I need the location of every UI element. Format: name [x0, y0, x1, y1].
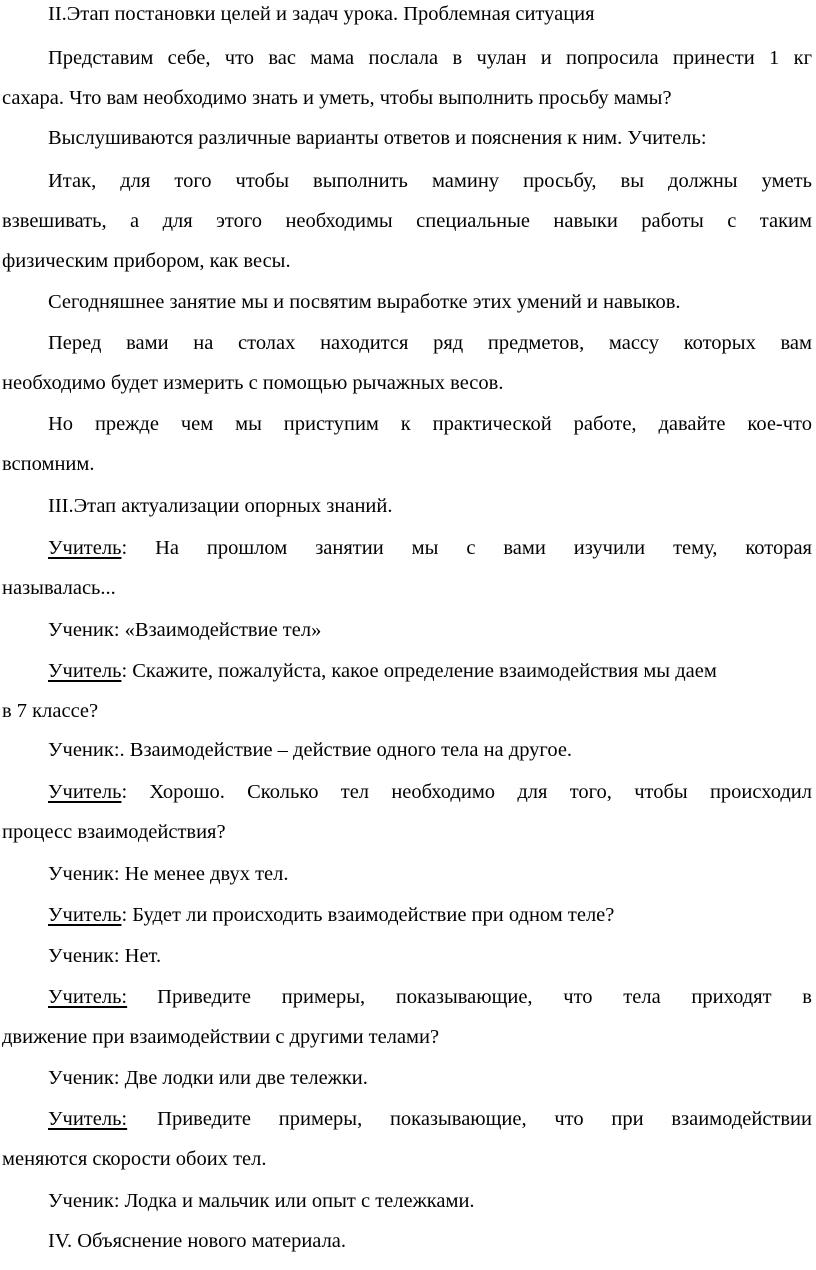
- dialogue-line: Ученик:. Взаимодействие – действие одного тела на другое.: [48, 739, 573, 761]
- teacher-label: Учитель: [48, 537, 122, 559]
- paragraph-line: взвешивать, а для этого необходимы специальные навыки работы с таким: [2, 210, 812, 232]
- dialogue-text: Приведите примеры, показывающие, что тела приходят в: [157, 986, 812, 1008]
- teacher-label: Учитель: [48, 660, 122, 682]
- dialogue-line: процесс взаимодействия?: [2, 821, 226, 843]
- heading-stage-2: II.Этап постановки целей и задач урока. Проблемная ситуация: [48, 3, 595, 25]
- paragraph-line: сахара. Что вам необходимо знать и уметь, чтобы выполнить просьбу мамы?: [2, 87, 672, 109]
- paragraph-line: физическим прибором, как весы.: [2, 250, 291, 272]
- paragraph-line: необходимо будет измерить с помощью рычажных весов.: [2, 372, 504, 394]
- dialogue-line: [48, 659, 812, 683]
- paragraph-line: Представим себе, что вас мама послала в чулан и попросила принести 1 кг: [48, 47, 812, 69]
- paragraph-line: Выслушиваются различные варианты ответов и пояснения к ним. Учитель:: [48, 127, 707, 149]
- teacher-label: Учитель: [48, 781, 122, 803]
- dialogue-text: : Скажите, пожалуйста, какое определение взаимодействия мы даем: [121, 660, 717, 682]
- dialogue-line: [48, 536, 812, 560]
- dialogue-line: меняются скорости обоих тел.: [2, 1148, 267, 1170]
- heading-stage-4: IV. Объяснение нового материала.: [48, 1230, 347, 1252]
- dialogue-line: [48, 1107, 812, 1131]
- dialogue-line: Ученик: Не менее двух тел.: [48, 863, 289, 885]
- paragraph-line: Сегодняшнее занятие мы и посвятим выработке этих умений и навыков.: [48, 291, 681, 313]
- dialogue-line: Ученик: Нет.: [48, 945, 162, 967]
- dialogue-line: движение при взаимодействии с другими телами?: [2, 1026, 440, 1048]
- teacher-label: Учитель:: [48, 986, 128, 1008]
- dialogue-text: : На прошлом занятии мы с вами изучили тему, которая: [121, 537, 812, 559]
- dialogue-line: в 7 классе?: [2, 700, 99, 722]
- dialogue-line: [48, 780, 812, 804]
- dialogue-line: Ученик: «Взаимодействие тел»: [48, 619, 322, 641]
- paragraph-line: Итак, для того чтобы выполнить мамину просьбу, вы должны уметь: [48, 170, 812, 192]
- dialogue-line: Ученик: Лодка и мальчик или опыт с тележками.: [48, 1190, 475, 1212]
- dialogue-text: : Хорошо. Сколько тел необходимо для того, чтобы происходил: [121, 781, 812, 803]
- paragraph-line: Но прежде чем мы приступим к практической работе, давайте кое-что: [48, 413, 812, 435]
- paragraph-line: вспомним.: [2, 453, 95, 475]
- dialogue-line: Ученик: Две лодки или две тележки.: [48, 1067, 368, 1089]
- teacher-label: Учитель:: [48, 1108, 128, 1130]
- dialogue-line: [48, 903, 812, 927]
- paragraph-line: Перед вами на столах находится ряд предметов, массу которых вам: [48, 332, 812, 354]
- dialogue-line: называлась...: [2, 577, 116, 599]
- dialogue-text: Приведите примеры, показывающие, что при взаимодействии: [157, 1108, 812, 1130]
- heading-stage-3: III.Этап актуализации опорных знаний.: [48, 495, 393, 517]
- dialogue-text: : Будет ли происходить взаимодействие при одном теле?: [121, 904, 615, 926]
- dialogue-line: [48, 985, 812, 1009]
- teacher-label: Учитель: [48, 904, 122, 926]
